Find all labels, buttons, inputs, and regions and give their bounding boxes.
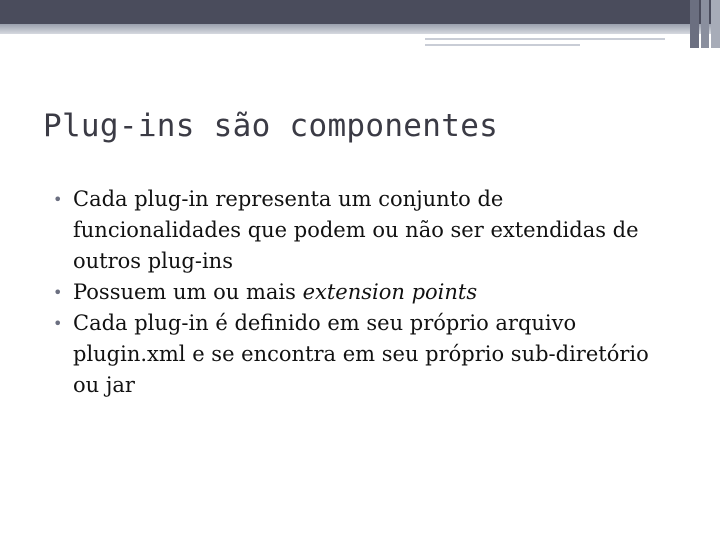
slide-top-bar: [0, 0, 720, 24]
bullet-text: Possuem um ou mais: [73, 280, 303, 304]
slide-top-bar-shade: [0, 24, 720, 34]
bullet-text: Cada plug-in é definido em seu próprio arquivo plugin.xml e se encontra em seu próprio sub-diretório ou jar: [73, 311, 649, 397]
bullet-item: [53, 308, 673, 401]
bullet-list: [53, 184, 673, 401]
bullet-icon: •: [53, 190, 63, 209]
bullet-icon: •: [53, 283, 63, 302]
bullet-item: [53, 277, 673, 308]
bullet-icon: •: [53, 314, 63, 333]
bullet-emphasis: extension points: [302, 280, 478, 304]
bullet-text: Cada plug-in representa um conjunto de funcionalidades que podem ou não ser extendidas de outros plug-ins: [73, 187, 639, 273]
bullet-item: [53, 184, 673, 277]
decorative-line: [425, 38, 665, 40]
decorative-line: [425, 44, 580, 46]
slide-title: Plug-ins são componentes: [43, 108, 499, 144]
decorative-corner-blocks: [690, 0, 720, 48]
